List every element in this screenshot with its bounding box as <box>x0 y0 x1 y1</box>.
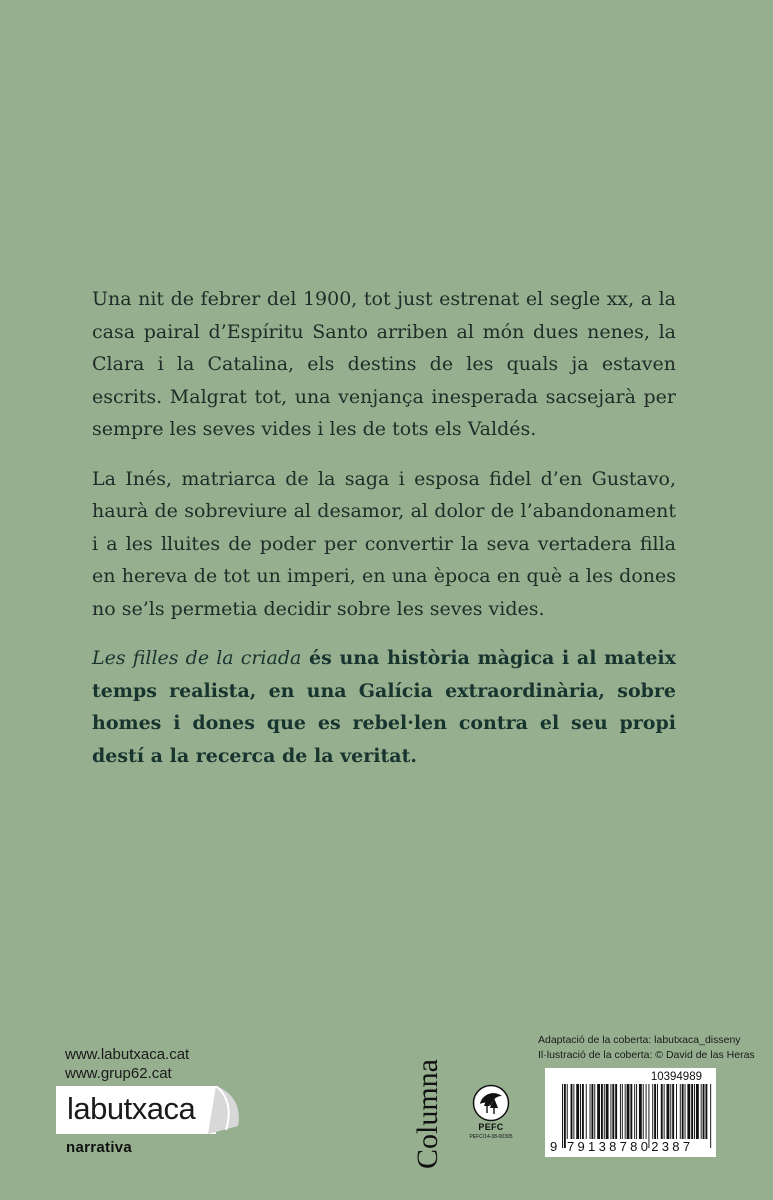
publisher-name: Columna <box>411 1059 444 1169</box>
cover-credits <box>538 1033 755 1063</box>
publisher-logo <box>398 1036 458 1192</box>
barcode <box>545 1068 716 1157</box>
back-cover-blurb <box>92 283 676 789</box>
barcode-first-digit: 9 <box>550 1139 558 1154</box>
imprint-label: narrativa <box>66 1139 133 1156</box>
pefc-label: PEFC <box>478 1122 504 1132</box>
reference-number: 10394989 <box>650 1071 702 1083</box>
blurb-paragraph-3 <box>92 642 676 772</box>
credit-cover-adaptation: Adaptació de la coberta: labutxaca_disseny <box>538 1034 741 1046</box>
website-grup62[interactable]: www.grup62.cat <box>65 1065 172 1082</box>
blurb-paragraph-3-text: és una història màgica i al mateix temps realista, en una Galícia extraordinària, sobre homes i dones que es rebel·len contra el seu propi destí a la recerca de la veritat. <box>92 647 676 767</box>
labutxaca-logo <box>56 1086 246 1134</box>
logo-text: labutxaca <box>56 1086 216 1134</box>
book-title: Les filles de la criada <box>92 647 302 669</box>
blurb-paragraph-2: La Inés, matriarca de la saga i esposa fidel d’en Gustavo, haurà de sobreviure al desamor, al dolor de l’abandonament i a les lluites de poder per convertir la seva vertadera filla en hereva de tot un imperi, en una època en què a les dones no se’ls permetia decidir sobre les seves vides. <box>92 467 676 620</box>
websites <box>65 1045 189 1083</box>
pefc-code: PEFC/14-38-00305 <box>469 1134 513 1140</box>
page-curl-icon <box>208 1086 248 1134</box>
pefc-tree-icon <box>472 1084 510 1122</box>
pefc-logo <box>465 1084 517 1150</box>
website-labutxaca[interactable]: www.labutxaca.cat <box>65 1046 190 1063</box>
barcode-digits: 791387802387 <box>567 1139 694 1154</box>
credit-illustration: Il·lustració de la coberta: © David de las Heras <box>538 1049 755 1061</box>
blurb-paragraph-1: Una nit de febrer del 1900, tot just estrenat el segle xx, a la casa pairal d’Espíritu Santo arriben al món dues nenes, la Clara i la Catalina, els destins de les quals ja estaven escrits. Malgrat tot, una venjança inesperada sacsejarà per sempre les seves vides i les de tots els Valdés. <box>92 288 676 440</box>
